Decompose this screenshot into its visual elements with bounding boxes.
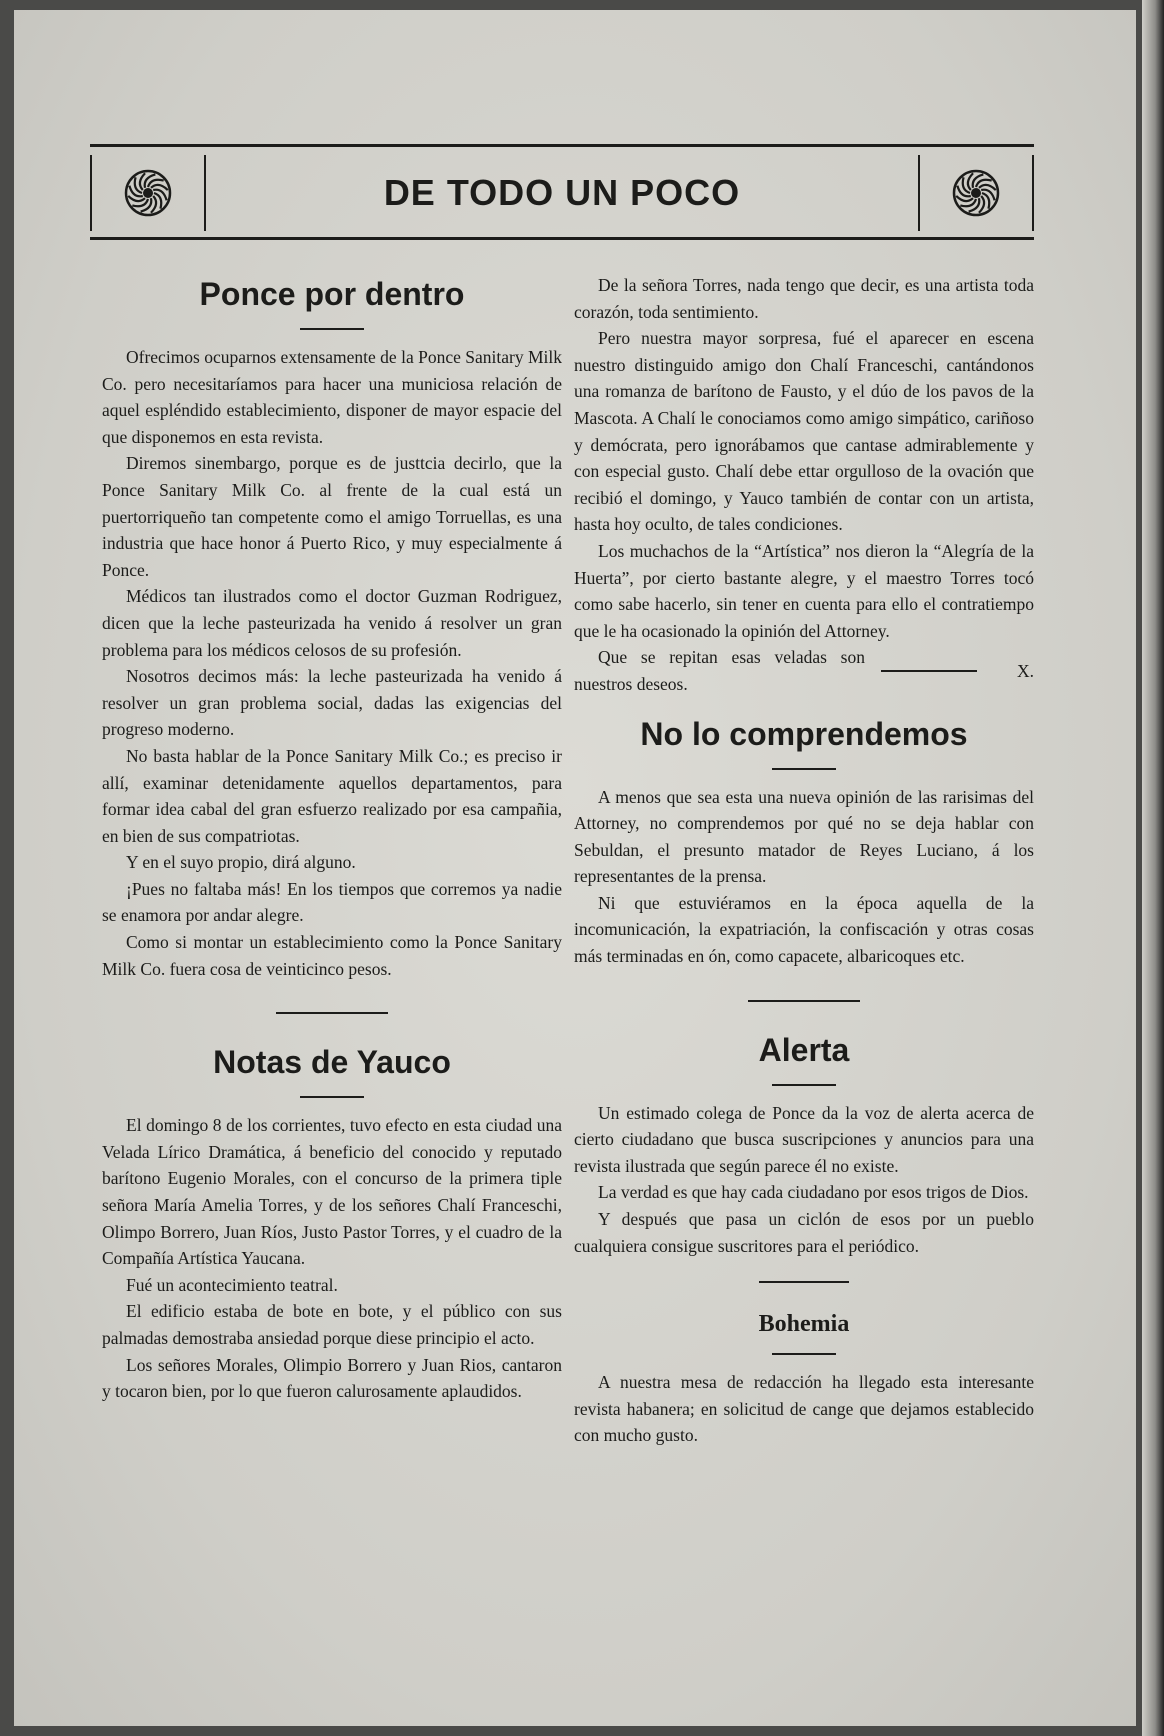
paragraph: Los señores Morales, Olimpio Borrero y Juan Rios, cantaron y tocaron bien, por lo que fueron calurosamente aplaudidos. <box>102 1354 562 1402</box>
paragraph: Pero nuestra mayor sorpresa, fué el aparecer en escena nuestro distinguido amigo don Chalí Franceschi, cantándonos una romanza de barítono de Fausto, y el dúo de los pavos de la Mascota. A Chalí le conociamos como amigo simpático, cariñoso y demócrata, pero ignorábamos que cantase admirablemente y con especial gusto. Chalí debe ettar orgulloso de la ovación que recibió el domingo, y Yauco también de contar con un artista, hasta hoy oculto, de tales condiciones. <box>574 328 1034 535</box>
header-ornament-left <box>92 155 206 231</box>
paragraph: El domingo 8 de los corrientes, tuvo efecto en esta ciudad una Velada Lírico Dramática, á beneficio del conocido y reputado barítono Eugenio Morales, con el concurso de la primera tiple señora María Amelia Torres, y de los señores Chalí Franceschi, Olimpo Borrero, Juan Ríos, Justo Pastor Torres, y el cuadro de la Compañía Artística Yaucana. <box>102 1115 562 1269</box>
closing-rule <box>881 670 977 672</box>
paragraph: A nuestra mesa de redacción ha llegado esta interesante revista habanera; en solicitud de cange que dejamos establecido con mucho gusto. <box>574 1372 1034 1446</box>
header-ornament-right <box>918 155 1032 231</box>
article-title-alerta: Alerta <box>758 1031 850 1068</box>
paragraph: ¡Pues no faltaba más! En los tiempos que corremos ya nadie se enamora por andar alegre. <box>102 878 562 926</box>
paragraph: Diremos sinembargo, porque es de justtcia decirlo, que la Ponce Sanitary Milk Co. al frente de la cual está un puertorriqueño tan competente como el amigo Torruellas, es una industria que hace honor á Puerto Rico, y muy especialmente á Ponce. <box>102 453 562 580</box>
signature: X. <box>1016 660 1034 681</box>
title-rule <box>772 768 836 770</box>
closing-line <box>574 644 1034 697</box>
page-binding-edge <box>1142 0 1164 1736</box>
paragraph: Los muchachos de la “Artística” nos dieron la “Alegría de la Huerta”, por cierto bastante alegre, y el maestro Torres tocó como sabe hacerlo, sin tener en cuenta para ello el contratiempo que le ha ocasionado la opinión del Attorney. <box>574 540 1034 641</box>
paragraph: Nosotros decimos más: la leche pasteurizada ha venido á resolver un gran problema social, dadas las exigencias del progreso moderno. <box>102 666 562 740</box>
paragraph: Un estimado colega de Ponce da la voz de alerta acerca de cierto ciudadano que busca suscripciones y anuncios para una revista ilustrada que según parece él no existe. <box>574 1102 1034 1176</box>
paragraph: Como si montar un establecimiento como la Ponce Sanitary Milk Co. fuera cosa de veinticinco pesos. <box>102 932 562 979</box>
section-header <box>90 144 1034 240</box>
title-rule <box>300 328 364 330</box>
paragraph: A menos que sea esta una nueva opinión de las rarisimas del Attorney, no comprendemos por qué no se deja hablar con Sebuldan, el presunto matador de Reyes Luciano, á los representantes de la prensa. <box>574 786 1034 887</box>
paragraph: Ofrecimos ocuparnos extensamente de la Ponce Sanitary Milk Co. pero necesitaríamos para hacer una municiosa relación de aquel espléndido establecimiento, disponer de mayor espacie del que disponemos en esta revista. <box>102 347 562 447</box>
paragraph: Fué un acontecimiento teatral. <box>126 1274 338 1295</box>
paragraph: De la señora Torres, nada tengo que decir, es una artista toda corazón, toda sentimiento. <box>574 275 1034 322</box>
magazine-page <box>14 10 1136 1726</box>
section-divider <box>748 1000 860 1002</box>
section-title: DE TODO UN POCO <box>383 172 741 213</box>
title-rule <box>300 1096 364 1098</box>
paragraph: Y en el suyo propio, dirá alguno. <box>126 852 356 873</box>
paragraph: La verdad es que hay cada ciudadano por esos trigos de Dios. <box>598 1182 1029 1203</box>
rosette-ornament-icon <box>949 166 1003 220</box>
paragraph: Y después que pasa un ciclón de esos por un pueblo cualquiera consigue suscritores para el periódico. <box>574 1209 1034 1256</box>
title-rule <box>772 1084 836 1086</box>
paragraph: Ni que estuviéramos en la época aquella de la incomunicación, la expatriación, la confiscación y otras cosas más terminadas en ón, como capacete, albaricoques etc. <box>574 892 1034 967</box>
section-divider <box>276 1012 388 1014</box>
closing-text: Que se repitan esas veladas son nuestros deseos. <box>574 647 865 694</box>
right-column <box>574 272 1034 1449</box>
article-title-comprendemos: No lo comprendemos <box>640 715 968 752</box>
article-title-bohemia: Bohemia <box>758 1311 850 1338</box>
paragraph: El edificio estaba de bote en bote, y el público con sus palmadas demostraba ansiedad porque diese principio el acto. <box>102 1301 562 1348</box>
rosette-ornament-icon <box>121 166 175 220</box>
article-title-yauco: Notas de Yauco <box>213 1044 451 1081</box>
left-column <box>102 272 562 1405</box>
paragraph: No basta hablar de la Ponce Sanitary Milk Co.; es preciso ir allí, examinar detenidamente aquellos departamentos, para formar idea cabal del gran esfuerzo realizado por esa campañia, en bien de sus compatriotas. <box>102 745 562 846</box>
paragraph: Médicos tan ilustrados como el doctor Guzman Rodriguez, dicen que la leche pasteurizada ha venido á resolver un gran problema para los médicos celosos de su profesión. <box>102 586 562 660</box>
article-title-ponce: Ponce por dentro <box>199 276 465 312</box>
section-divider <box>759 1281 849 1283</box>
title-rule <box>772 1353 836 1355</box>
